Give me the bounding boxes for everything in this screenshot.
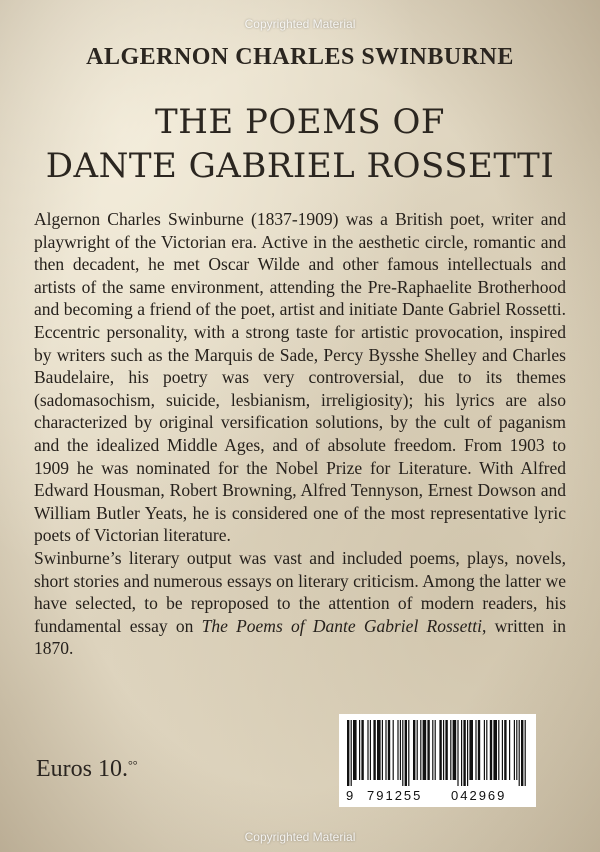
barcode-bar [413,720,415,780]
barcode-bar [490,720,492,780]
barcode-bar [463,720,465,786]
barcode-bar [382,720,383,780]
book-title [0,100,600,188]
title-line-1: THE POEMS OF [155,102,445,142]
barcode-bar [423,720,427,780]
barcode-bar [367,720,368,780]
barcode-bar [388,720,390,780]
title-line-2: DANTE GABRIEL ROSSETTI [45,146,555,186]
barcode-group-2: 042969 [451,788,507,803]
barcode-bar [519,720,520,786]
isbn-barcode [339,714,536,807]
essay-title: The Poems of Dante Gabriel Rossetti [201,615,482,636]
author-name: ALGERNON CHARLES SWINBURNE [86,44,514,70]
barcode-bar [514,720,515,780]
blurb-paragraph-1: Algernon Charles Swinburne (1837-1909) was a British poet, writer and playwright of the Victorian era. Active in the aesthetic circle, romantic and then decadent, he met Oscar Wilde and other famous intellectuals and artists of the same environment, attending the Pre-Raphaelite Brotherhood and becoming a friend of the poet, artist and initiate Dante Gabriel Rossetti. Eccentric personality, with a strong taste for artistic provocation, inspired by writers such as the Marquis de Sade, Percy Bysshe Shelley and Charles Baudelaire, his poetry was very controversial, due to its themes (sadomasochism, suicide, lesbianism, irreligiosity); his lyrics are also characterized by original versification solutions, by the cult of paganism and the idealized Middle Ages, and of absolute freedom. From 1903 to 1909 he was nominated for the Nobel Prize for Literature. With Alfred Edward Housman, Robert Browning, Alfred Tennyson, Ernest Dowson and William Butler Yeats, he is considered one of the most representative lyric poets of Victorian literature. [34,209,566,546]
barcode-bar [461,720,462,786]
barcode-bar [427,720,429,780]
barcode-bar [467,720,468,786]
barcode-bar [435,720,436,780]
barcode-bar [504,720,506,780]
barcode-bar [445,720,447,780]
barcode-bar [405,720,407,786]
barcode-bar [469,720,473,780]
barcode-bar [347,720,349,786]
barcode-bar [525,720,526,786]
barcode-bar [516,720,517,780]
barcode-bar [443,720,444,780]
barcode-bar [475,720,476,780]
barcode-bar [453,720,457,780]
barcode-bar [351,720,352,786]
barcode-digits [339,788,536,804]
barcode-bar [493,720,497,780]
barcode-bar [397,720,398,780]
barcode-group-1: 791255 [367,788,423,803]
barcode-bars [345,720,530,786]
barcode-bar [393,720,394,780]
blurb-paragraph-2 [34,547,566,660]
barcode-bar [439,720,441,780]
barcode-bar [417,720,418,780]
price-cents: °° [128,758,138,772]
barcode-bar [502,720,503,780]
barcode-bar [353,720,357,780]
barcode-bar [521,720,523,786]
barcode-bar [373,720,375,780]
barcode-bar [486,720,487,780]
price-label [36,756,138,783]
barcode-bar [377,720,381,780]
price-value: Euros 10. [36,756,128,782]
blurb-p2-start: Swinburne’s literary output was vast and included poems, plays, novels, short stories and numerous essays on literary criticism. Among the latter we have selected, to be reproposed to the attention of modern readers, his fundamental essay on [34,547,566,636]
barcode-bar [432,720,433,780]
barcode-bar [457,720,458,786]
barcode-bar [450,720,451,780]
barcode-bar [400,720,401,780]
copyright-watermark-top: Copyrighted Material [244,17,356,31]
barcode-bar [484,720,485,780]
copyright-watermark-bottom: Copyrighted Material [244,830,356,844]
barcode-lead-digit: 9 [346,788,354,803]
blurb-text [34,208,566,660]
blurb-p2-end: , written in 1870. [34,615,567,659]
barcode-bar [509,720,510,780]
barcode-bar [361,720,363,780]
barcode-bar [370,720,371,780]
barcode-bar [420,720,421,780]
barcode-bar [359,720,360,780]
barcode-bar [408,720,409,786]
barcode-bar [498,720,499,780]
barcode-bar [385,720,386,780]
barcode-bar [402,720,403,786]
barcode-bar [478,720,480,780]
